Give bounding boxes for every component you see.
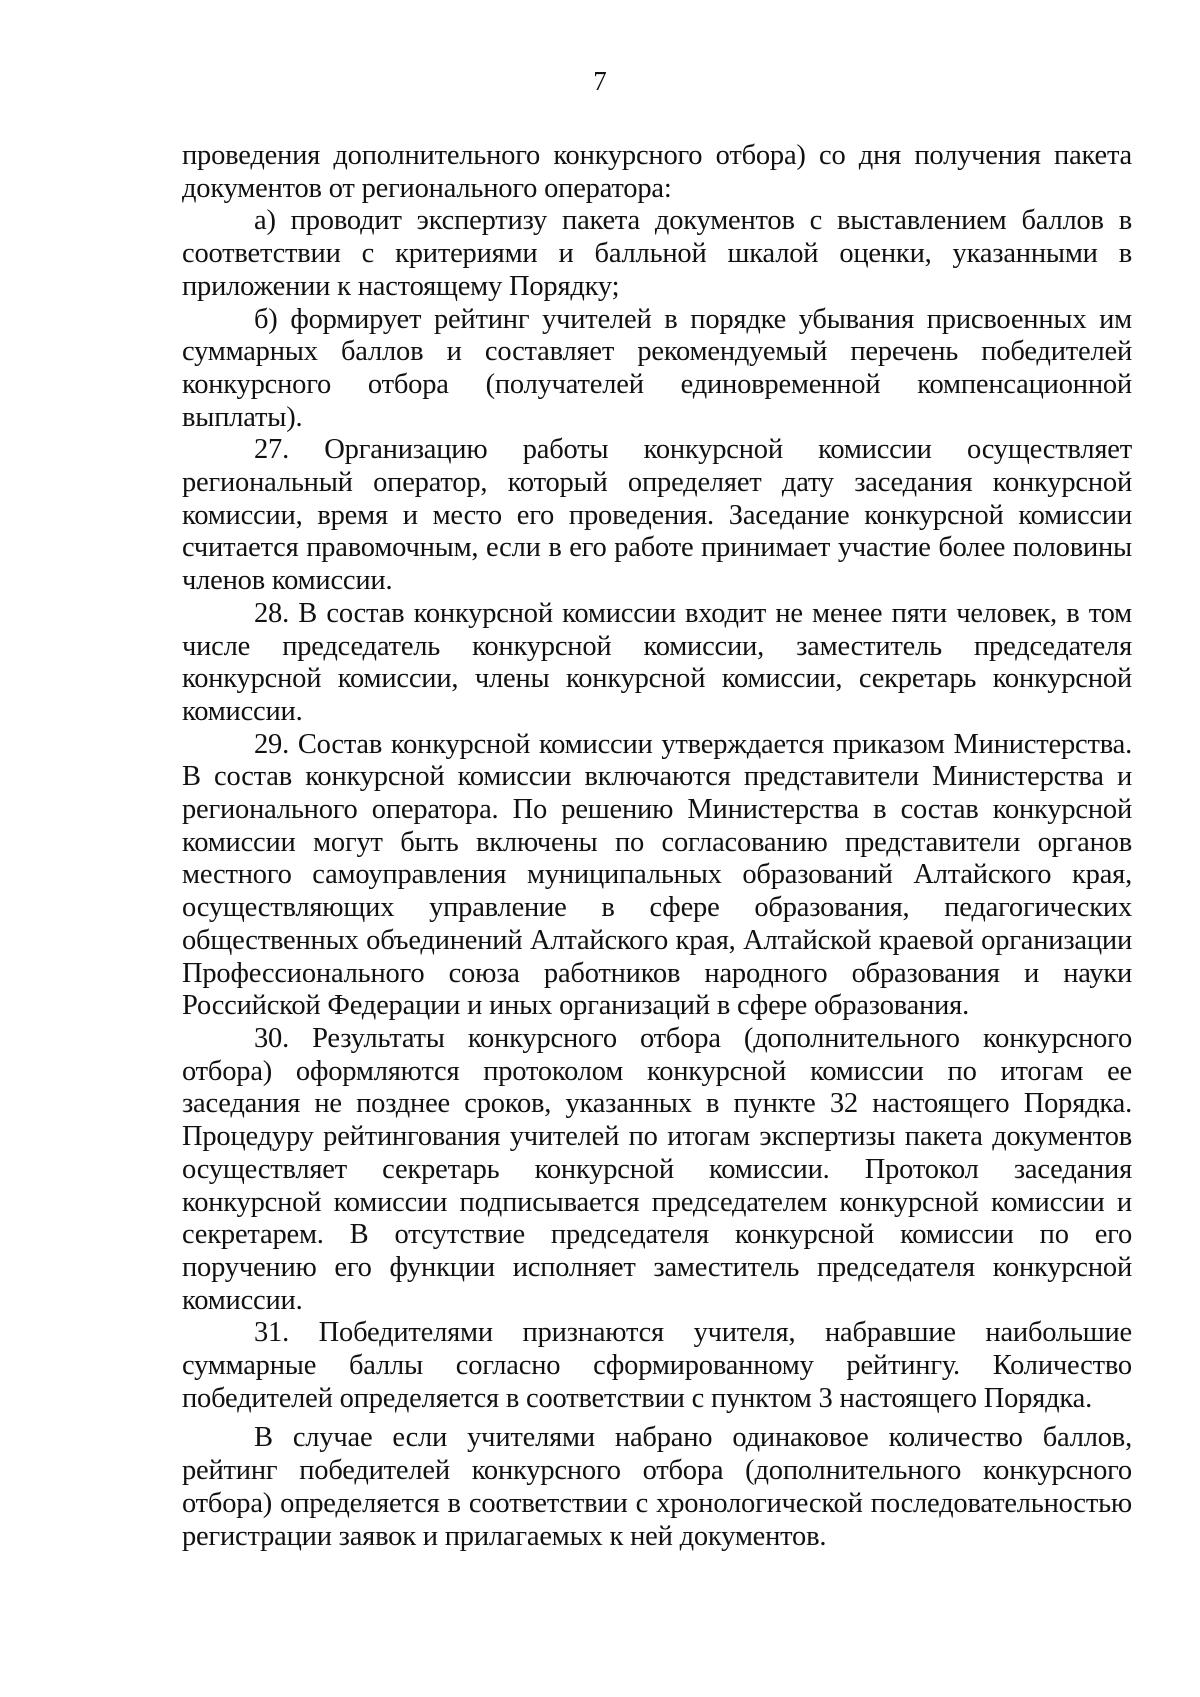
paragraph-27: 27. Организацию работы конкурсной комиссии осуществляет региональный оператор, который определяет дату заседания конкурсной комиссии, время и место его проведения. Заседание конкурсной комиссии считается правомочным, если в его работе принимает участие более половины членов комиссии.: [182, 434, 1132, 597]
paragraph-continuation: проведения дополнительного конкурсного отбора) со дня получения пакета документов от регионального оператора:: [182, 140, 1132, 204]
paragraph-item-b: б) формирует рейтинг учителей в порядке убывания присвоенных им суммарных баллов и составляет рекомендуемый перечень победителей конкурсного отбора (получателей единовременной компенсационной выплаты).: [182, 303, 1132, 433]
page-number: 7: [593, 66, 607, 96]
paragraph-29: 29. Состав конкурсной комиссии утверждается приказом Министерства. В состав конкурсной комиссии включаются представители Министерства и регионального оператора. По решению Министерства в состав конкурсной комиссии могут быть включены по согласованию представители органов местного самоуправления муниципальных образований Алтайского края, осуществляющих управление в сфере образования, педагогических общественных объединений Алтайского края, Алтайской краевой организации Профессионального союза работников народного образования и науки Российской Федерации и иных организаций в сфере образования.: [182, 728, 1132, 1022]
document-body: [182, 140, 1132, 1553]
paragraph-31-continuation: В случае если учителями набрано одинаковое количество баллов, рейтинг победителей конкурсного отбора (дополнительного конкурсного отбора) определяется в соответствии с хронологической последовательностью регистрации заявок и прилагаемых к ней документов.: [182, 1422, 1132, 1552]
paragraph-item-a: а) проводит экспертизу пакета документов с выставлением баллов в соответствии с критериями и балльной шкалой оценки, указанными в приложении к настоящему Порядку;: [182, 205, 1132, 302]
paragraph-30: 30. Результаты конкурсного отбора (дополнительного конкурсного отбора) оформляются протоколом конкурсной комиссии по итогам ее заседания не позднее сроков, указанных в пункте 32 настоящего Порядка. Процедуру рейтингования учителей по итогам экспертизы пакета документов осуществляет секретарь конкурсной комиссии. Протокол заседания конкурсной комиссии подписывается председателем конкурсной комиссии и секретарем. В отсутствие председателя конкурсной комиссии по его поручению его функции исполняет заместитель председателя конкурсной комиссии.: [182, 1022, 1132, 1316]
paragraph-31: 31. Победителями признаются учителя, набравшие наибольшие суммарные баллы согласно сформированному рейтингу. Количество победителей определяется в соответствии с пунктом 3 настоящего Порядка.: [182, 1317, 1132, 1414]
paragraph-28: 28. В состав конкурсной комиссии входит не менее пяти человек, в том числе председатель конкурсной комиссии, заместитель председателя конкурсной комиссии, члены конкурсной комиссии, секретарь конкурсной комиссии.: [182, 597, 1132, 727]
